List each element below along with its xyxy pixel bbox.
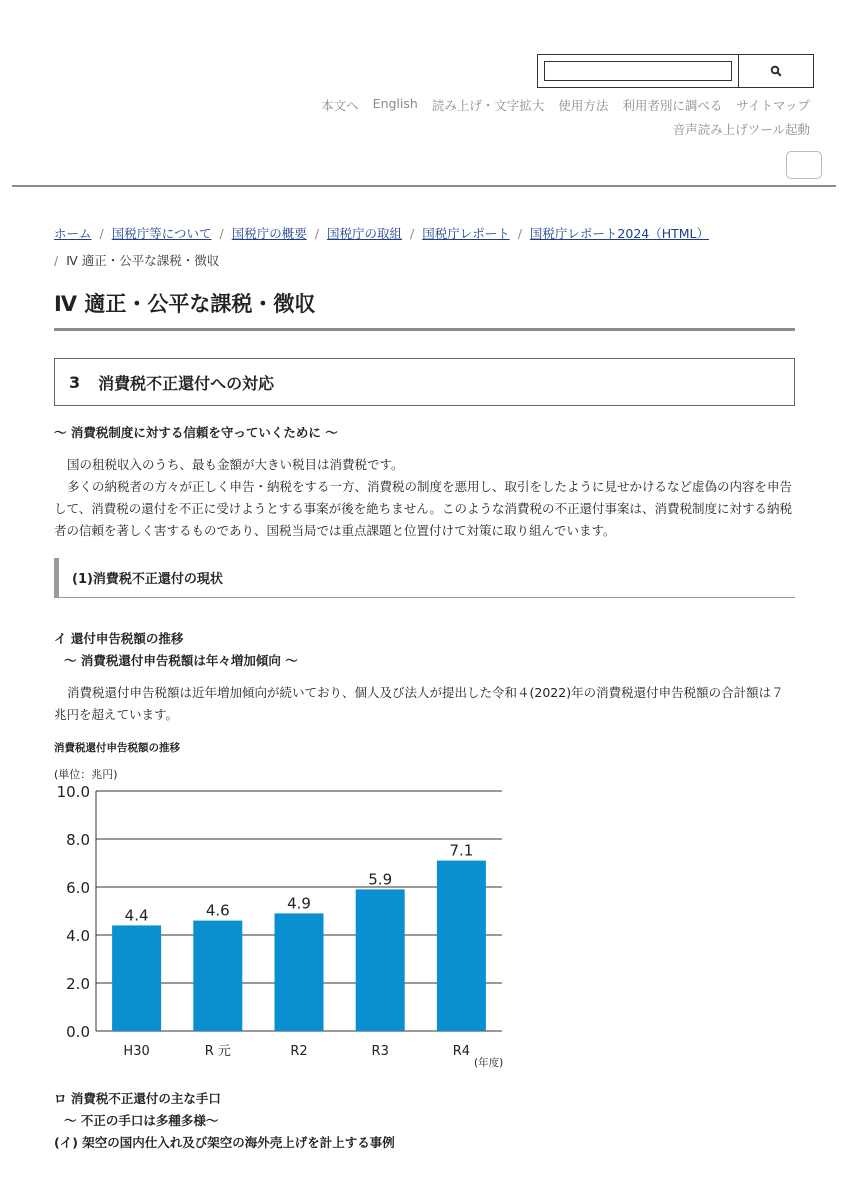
refund-bar-chart (50, 760, 520, 1075)
section-subtitle: ～ 消費税制度に対する信頼を守っていくために ～ (54, 425, 338, 440)
util-link-by-user[interactable]: 利用者別に調べる (622, 98, 723, 113)
chart-y-tick-label: 2.0 (66, 975, 90, 993)
breadcrumb-about-nta[interactable]: 国税庁等について (111, 226, 212, 241)
section-number: 3 (69, 372, 81, 392)
chart-value-label: 4.4 (124, 906, 149, 925)
section-title: 消費税不正還付への対応 (98, 373, 275, 393)
menu-button[interactable] (786, 151, 822, 179)
breadcrumb-separator: / (219, 226, 224, 241)
chart-y-tick-label: 10.0 (56, 783, 90, 801)
chart-x-tick-label: R3 (371, 1044, 389, 1059)
breadcrumb-initiatives[interactable]: 国税庁の取組 (326, 226, 402, 241)
breadcrumb-separator: / (54, 253, 59, 268)
heading-refund-trend-title: イ 還付申告税額の推移 (54, 631, 184, 646)
search-box (537, 54, 814, 88)
chart-unit-label: (単位：兆円) (54, 768, 118, 781)
search-input[interactable] (544, 61, 732, 81)
chart-bar (193, 921, 242, 1031)
breadcrumb-report-2024[interactable]: 国税庁レポート2024（HTML） (529, 226, 710, 241)
heading-fraud-methods-item: (イ) 架空の国内仕入れ及び架空の海外売上げを計上する事例 (54, 1135, 395, 1150)
breadcrumb-overview[interactable]: 国税庁の概要 (231, 226, 307, 241)
chart-y-tick-label: 4.0 (66, 927, 90, 945)
util-link-english[interactable]: English (372, 96, 418, 111)
chart-x-tick-label: H30 (123, 1044, 150, 1059)
breadcrumb-home[interactable]: ホーム (54, 226, 92, 241)
breadcrumb (54, 220, 794, 274)
chart-bar (356, 889, 405, 1031)
paragraph-refund-trend: 消費税還付申告税額は近年増加傾向が続いており、個人及び法人が提出した令和４(2022)年の消費税還付申告税額の合計額は７兆円を超えています。 (54, 685, 784, 722)
util-link-read-aloud[interactable]: 読み上げ・文字拡大 (431, 98, 545, 113)
page-title: Ⅳ 適正・公平な課税・徴収 (54, 292, 316, 316)
heading-refund-trend-subtitle: ～ 消費税還付申告税額は年々増加傾向 ～ (64, 653, 298, 668)
chart-value-label: 4.6 (205, 901, 230, 920)
chart-value-label: 4.9 (287, 894, 311, 913)
chart-x-axis-label: (年度) (474, 1057, 504, 1069)
util-link-skip-to-content[interactable]: 本文へ (321, 98, 359, 113)
voice-tool-link[interactable]: 音声読み上げツール起動 (672, 122, 810, 137)
paragraph-detail: 多くの納税者の方々が正しく申告・納税をする一方、消費税の制度を悪用し、取引をしたように見せかけるなど虚偽の内容を申告して、消費税の還付を不正に受けようとする事案が後を絶ちません。このような消費税の不正還付事案は、消費税制度に対する納税者の信頼を著しく害するものであり、国税当局では重点課題と位置付けて対策に取り組んでいます。 (54, 479, 793, 538)
chart-x-tick-label: R2 (290, 1044, 308, 1059)
breadcrumb-separator: / (409, 226, 415, 241)
chart-x-tick-label: R4 (452, 1044, 471, 1059)
breadcrumb-current: Ⅳ 適正・公平な課税・徴収 (66, 253, 220, 268)
heading-refund-trend (54, 628, 298, 672)
search-icon (770, 65, 782, 77)
util-link-sitemap[interactable]: サイトマップ (736, 98, 810, 113)
chart-y-tick-label: 8.0 (66, 831, 90, 849)
breadcrumb-report[interactable]: 国税庁レポート (422, 226, 510, 241)
chart-value-label: 5.9 (368, 870, 393, 889)
chart-x-tick-label: R 元 (204, 1044, 231, 1059)
heading-fraud-methods-title: ロ 消費税不正還付の主な手口 (54, 1091, 221, 1106)
chart-value-label: 7.1 (449, 841, 474, 860)
header-divider (12, 185, 836, 187)
util-link-usage[interactable]: 使用方法 (558, 98, 609, 113)
paragraph-intro: 国の租税収入のうち、最も金額が大きい税目は消費税です。 (67, 457, 404, 472)
breadcrumb-separator: / (517, 226, 522, 241)
chart-bar (437, 861, 486, 1031)
chart-y-tick-label: 0.0 (66, 1023, 90, 1041)
heading-fraud-methods (54, 1088, 395, 1154)
heading-fraud-methods-subtitle: ～ 不正の手口は多種多様～ (64, 1113, 219, 1128)
breadcrumb-separator: / (99, 226, 104, 241)
chart-caption: 消費税還付申告税額の推移 (54, 742, 180, 754)
chart-y-tick-label: 6.0 (66, 879, 90, 897)
search-button[interactable] (739, 55, 813, 87)
title-divider (54, 328, 795, 331)
chart-bar (112, 925, 161, 1031)
section-heading (54, 358, 795, 406)
chart-bar (275, 913, 324, 1031)
subsection-heading: (1)消費税不正還付の現状 (54, 558, 795, 598)
utility-nav (321, 96, 810, 114)
breadcrumb-separator: / (314, 226, 319, 241)
